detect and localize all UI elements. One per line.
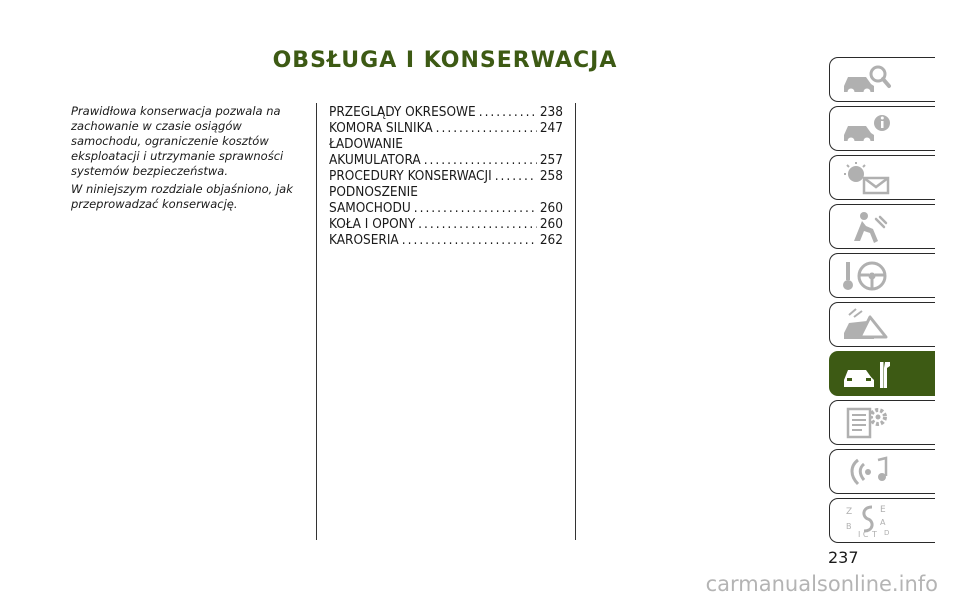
watermark: carmanualsonline.info <box>705 572 938 596</box>
toc-leader-dots <box>424 152 537 168</box>
intro-paragraph: Prawidłowa konserwacja pozwala na zachowanie w czasie osiągów samochodu, ograniczenie kosztów eksploatacji i utrzymanie sprawności systemów bezpieczeństwa. <box>71 104 284 178</box>
toc-entry-label: ŁADOWANIE <box>329 136 403 152</box>
toc-leader-dots <box>418 216 537 232</box>
chapter-title: OBSŁUGA I KONSERWACJA <box>272 48 618 73</box>
svg-text:B: B <box>846 522 852 531</box>
toc-entry-label: KAROSERIA <box>329 232 399 248</box>
seat-airbag-icon <box>840 209 892 245</box>
toc-entry-page: 262 <box>539 232 563 248</box>
toc-entry-podnoszenie-samochodu[interactable] <box>329 184 563 216</box>
toc-entry-przeglady-okresowe[interactable] <box>329 104 563 120</box>
toc-entry-page: 260 <box>539 200 563 216</box>
car-emergency-icon <box>840 307 892 343</box>
key-steering-wheel-icon <box>840 258 892 294</box>
multimedia-icon <box>840 454 892 490</box>
svg-text:A: A <box>880 518 886 527</box>
alphabetical-index-icon <box>840 503 892 539</box>
toc-leader-dots <box>414 200 537 216</box>
page-number: 237 <box>828 548 859 567</box>
car-search-icon <box>840 62 892 98</box>
svg-text:D: D <box>884 529 890 537</box>
toc-entry-procedury-konserwacji[interactable] <box>329 168 563 184</box>
toc-entry-label: PRZEGLĄDY OKRESOWE <box>329 104 476 120</box>
tab-chapter-7-active[interactable] <box>829 351 935 396</box>
specifications-gear-icon <box>840 405 892 441</box>
svg-text:E: E <box>880 505 886 515</box>
tab-chapter-1[interactable] <box>829 57 935 102</box>
toc-entry-label: AKUMULATORA <box>329 152 421 168</box>
toc-entry-label: KOMORA SILNIKA <box>329 120 433 136</box>
toc-entry-karoseria[interactable] <box>329 232 563 248</box>
toc-entry-page: 260 <box>539 216 563 232</box>
svg-text:I C: I C <box>858 530 869 539</box>
intro-paragraph: W niniejszym rozdziale objaśniono, jak przeprowadzać konserwację. <box>71 182 293 211</box>
toc-entry-ladowanie-akumulatora[interactable] <box>329 136 563 168</box>
tab-chapter-9[interactable] <box>829 449 935 494</box>
tab-chapter-5[interactable] <box>829 253 935 298</box>
toc-entry-page: 247 <box>539 120 563 136</box>
tab-chapter-10[interactable] <box>829 498 935 543</box>
toc-entry-label: PROCEDURY KONSERWACJI <box>329 168 492 184</box>
tab-chapter-8[interactable] <box>829 400 935 445</box>
svg-text:T: T <box>872 530 877 539</box>
toc-entry-label: KOŁA I OPONY <box>329 216 416 232</box>
toc-leader-dots <box>436 120 537 136</box>
column-divider <box>575 103 576 540</box>
tab-chapter-3[interactable] <box>829 155 935 200</box>
toc-entry-komora-silnika[interactable] <box>329 120 563 136</box>
chapter-intro <box>71 104 301 215</box>
car-wrench-icon <box>840 356 892 392</box>
tab-chapter-6[interactable] <box>829 302 935 347</box>
toc-leader-dots <box>495 168 537 184</box>
toc-leader-dots <box>479 104 537 120</box>
toc-leader-dots <box>402 232 537 248</box>
toc-entry-page: 257 <box>539 152 563 168</box>
toc-entry-label: PODNOSZENIE <box>329 184 418 200</box>
toc-entry-kola-i-opony[interactable] <box>329 216 563 232</box>
tab-chapter-2[interactable] <box>829 106 935 151</box>
tab-chapter-4[interactable] <box>829 204 935 249</box>
toc-entry-page: 258 <box>539 168 563 184</box>
car-info-icon <box>840 111 892 147</box>
warning-lights-message-icon <box>840 160 892 196</box>
column-divider <box>316 103 317 540</box>
toc-entry-page: 238 <box>539 104 563 120</box>
toc-entry-label: SAMOCHODU <box>329 200 411 216</box>
table-of-contents <box>329 104 563 248</box>
svg-text:Z: Z <box>846 507 853 517</box>
